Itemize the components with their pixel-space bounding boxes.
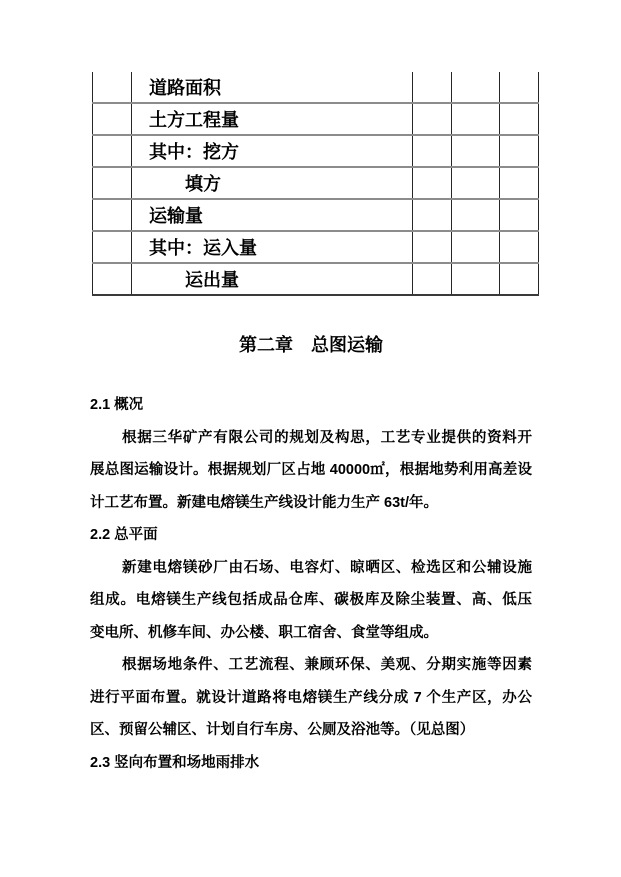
- paragraph-line: 根据三华矿产有限公司的规划及构思，工艺专业提供的资料开: [122, 429, 532, 446]
- table-cell-value: [413, 199, 452, 231]
- section-heading-2-2: 2.2 总平面: [90, 527, 158, 543]
- table-row: [93, 135, 539, 167]
- table-cell-empty: [93, 231, 132, 263]
- table-row-label: 道路面积: [132, 72, 413, 103]
- table-cell-value: [500, 135, 539, 167]
- table-cell-value: [452, 167, 500, 199]
- table-cell-empty: [93, 167, 132, 199]
- table-cell-value: [500, 103, 539, 135]
- table-cell-value: [500, 231, 539, 263]
- section-heading-2-1: 2.1 概况: [90, 397, 144, 413]
- paragraph-line: 新建电熔镁砂厂由石场、电容灯、晾晒区、检选区和公辅设施: [122, 559, 532, 576]
- table-row: [93, 199, 539, 231]
- table-cell-empty: [93, 103, 132, 135]
- body-text: [90, 389, 532, 779]
- table-cell-value: [500, 167, 539, 199]
- table-cell-empty: [93, 72, 132, 103]
- table-cell-value: [452, 263, 500, 295]
- paragraph-line: 展总图运输设计。根据规划厂区占地 40000㎡，根据地势利用高差设: [90, 462, 532, 478]
- table-cell-value: [413, 231, 452, 263]
- table-cell-value: [452, 199, 500, 231]
- table-cell-value: [452, 231, 500, 263]
- paragraph-line: 计工艺布置。新建电熔镁生产线设计能力生产 63t/年。: [90, 494, 439, 511]
- table-cell-value: [413, 72, 452, 103]
- paragraph-line: 组成。电熔镁生产线包括成品仓库、碳极库及除尘装置、高、低压: [90, 592, 532, 608]
- table-row: [93, 167, 539, 199]
- table-cell-value: [452, 72, 500, 103]
- paragraph-line: 区、预留公辅区、计划自行车房、公厕及浴池等。（见总图）: [90, 722, 475, 738]
- table-cell-empty: [93, 135, 132, 167]
- chapter-heading: 第二章 总图运输: [239, 335, 383, 355]
- paragraph-line: 根据场地条件、工艺流程、兼顾环保、美观、分期实施等因素: [122, 657, 532, 673]
- table-cell-value: [413, 167, 452, 199]
- table-cell-value: [413, 135, 452, 167]
- table-row-label: 其中：挖方: [132, 135, 413, 167]
- table-cell-value: [500, 72, 539, 103]
- table-cell-empty: [93, 263, 132, 295]
- continuation-table: [92, 72, 539, 296]
- table-row: [93, 231, 539, 263]
- table-cell-value: [500, 199, 539, 231]
- table-row-label: 运输量: [132, 199, 413, 231]
- table-row: [93, 72, 539, 103]
- table-row: [93, 263, 539, 295]
- paragraph-line: 变电所、机修车间、办公楼、职工宿舍、食堂等组成。: [90, 624, 438, 641]
- table-row: [93, 103, 539, 135]
- table-cell-value: [500, 263, 539, 295]
- table-row-label: 土方工程量: [132, 103, 413, 135]
- table-row-label: 填方: [132, 167, 413, 199]
- table-row-label: 运出量: [132, 263, 413, 295]
- table-cell-value: [413, 103, 452, 135]
- paragraph-line: 进行平面布置。就设计道路将电熔镁生产线分成 7 个生产区，办公: [90, 689, 532, 706]
- table-cell-value: [413, 263, 452, 295]
- table-cell-value: [452, 135, 500, 167]
- table-cell-empty: [93, 199, 132, 231]
- section-heading-2-3: 2.3 竖向布置和场地雨排水: [90, 754, 260, 771]
- table-cell-value: [452, 103, 500, 135]
- table-row-label: 其中：运入量: [132, 231, 413, 263]
